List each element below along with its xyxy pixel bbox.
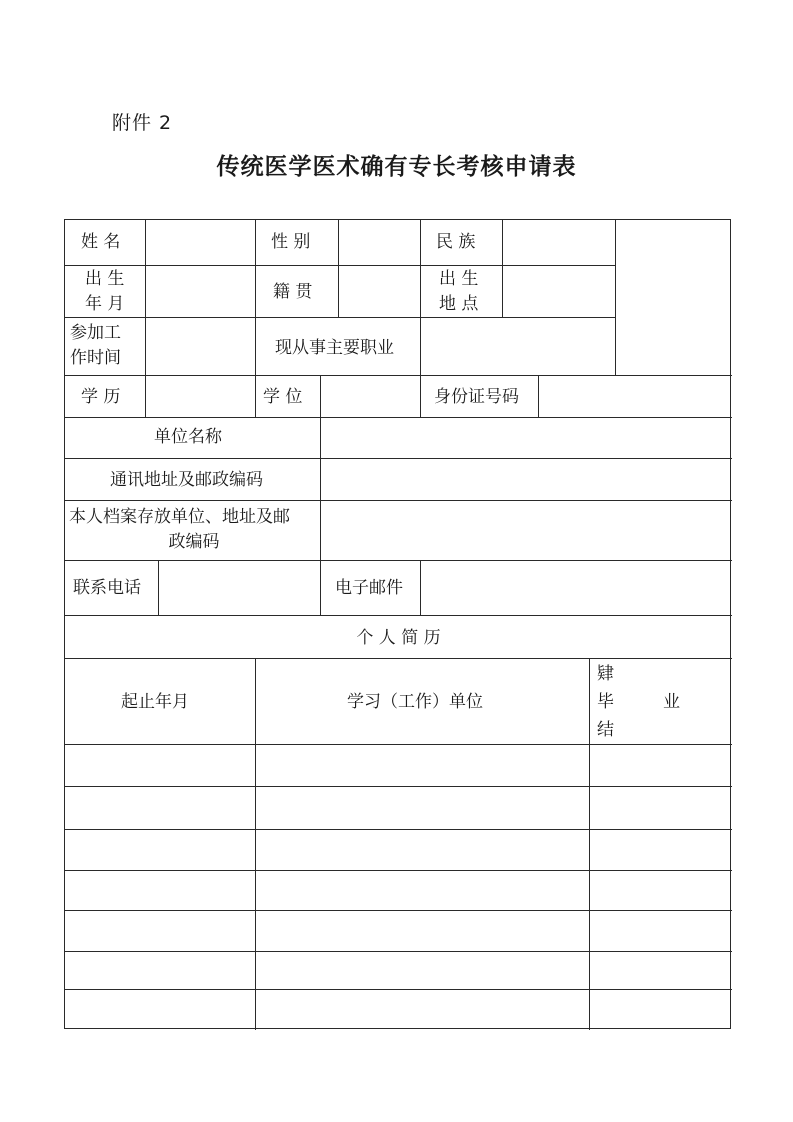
- row-divider: [65, 658, 732, 659]
- ethnicity-field[interactable]: [503, 221, 614, 265]
- label-employer: 单位名称: [154, 427, 222, 447]
- label-work-start-line2: 作时间: [70, 348, 121, 368]
- label-degree: 学 位: [263, 387, 303, 407]
- label-work-start-line1: 参加工: [70, 323, 121, 343]
- col-divider: [320, 560, 321, 615]
- resume-row[interactable]: [65, 990, 731, 1028]
- label-current-job: 现从事主要职业: [275, 338, 394, 358]
- resume-row[interactable]: [65, 745, 731, 786]
- resume-row[interactable]: [65, 952, 731, 989]
- label-address-postcode: 通讯地址及邮政编码: [110, 470, 263, 490]
- label-archive-line2: 政编码: [168, 532, 220, 552]
- label-ethnicity: 民 族: [436, 232, 476, 252]
- attachment-label: 附件 2: [112, 112, 173, 134]
- col-header-status-c: 业: [663, 692, 680, 712]
- label-archive: [69, 505, 319, 555]
- label-gender: 性 别: [271, 232, 311, 252]
- email-field[interactable]: [421, 561, 731, 615]
- col-header-period: 起止年月: [121, 692, 189, 712]
- application-form-table: [64, 219, 731, 1029]
- label-email: 电子邮件: [335, 578, 403, 598]
- label-birth-date-line2: 年 月: [85, 294, 125, 314]
- col-header-status-b: 毕: [597, 692, 614, 712]
- label-archive-line1: 本人档案存放单位、地址及邮: [69, 507, 290, 527]
- gender-field[interactable]: [339, 221, 419, 265]
- label-phone: 联系电话: [73, 578, 141, 598]
- employer-field[interactable]: [321, 418, 731, 458]
- photo-box[interactable]: [616, 221, 730, 375]
- col-header-unit: 学习（工作）单位: [347, 692, 483, 712]
- col-divider: [420, 375, 421, 417]
- work-start-field[interactable]: [146, 318, 254, 375]
- label-native-place: 籍 贯: [273, 282, 313, 302]
- degree-field[interactable]: [321, 376, 419, 417]
- resume-row[interactable]: [65, 871, 731, 910]
- label-work-start: [70, 321, 145, 371]
- phone-field[interactable]: [159, 561, 319, 615]
- label-birthplace: [439, 267, 499, 317]
- native-place-field[interactable]: [339, 266, 419, 317]
- label-birth-date: [85, 267, 145, 317]
- col-divider: [420, 220, 421, 317]
- label-birthplace-line2: 地 点: [439, 294, 479, 314]
- label-birthplace-line1: 出 生: [439, 269, 479, 289]
- col-header-status-d: 结: [597, 720, 614, 740]
- label-id-number: 身份证号码: [434, 387, 519, 407]
- resume-row[interactable]: [65, 830, 731, 870]
- birthplace-field[interactable]: [503, 266, 614, 317]
- education-field[interactable]: [146, 376, 254, 417]
- col-divider: [255, 220, 256, 417]
- form-title: 传统医学医术确有专长考核申请表: [216, 153, 577, 180]
- label-name: 姓 名: [81, 232, 121, 252]
- resume-section-title: 个 人 简 历: [356, 628, 441, 648]
- label-birth-date-line1: 出 生: [85, 269, 125, 289]
- row-divider: [65, 615, 732, 616]
- resume-row[interactable]: [65, 787, 731, 829]
- resume-row[interactable]: [65, 911, 731, 951]
- archive-field[interactable]: [321, 501, 731, 560]
- col-header-status-a: 肄: [597, 664, 614, 684]
- label-education: 学 历: [81, 387, 121, 407]
- birth-date-field[interactable]: [146, 266, 254, 317]
- name-field[interactable]: [146, 221, 254, 265]
- id-number-field[interactable]: [539, 376, 731, 417]
- address-postcode-field[interactable]: [321, 459, 731, 500]
- current-job-field[interactable]: [421, 318, 614, 375]
